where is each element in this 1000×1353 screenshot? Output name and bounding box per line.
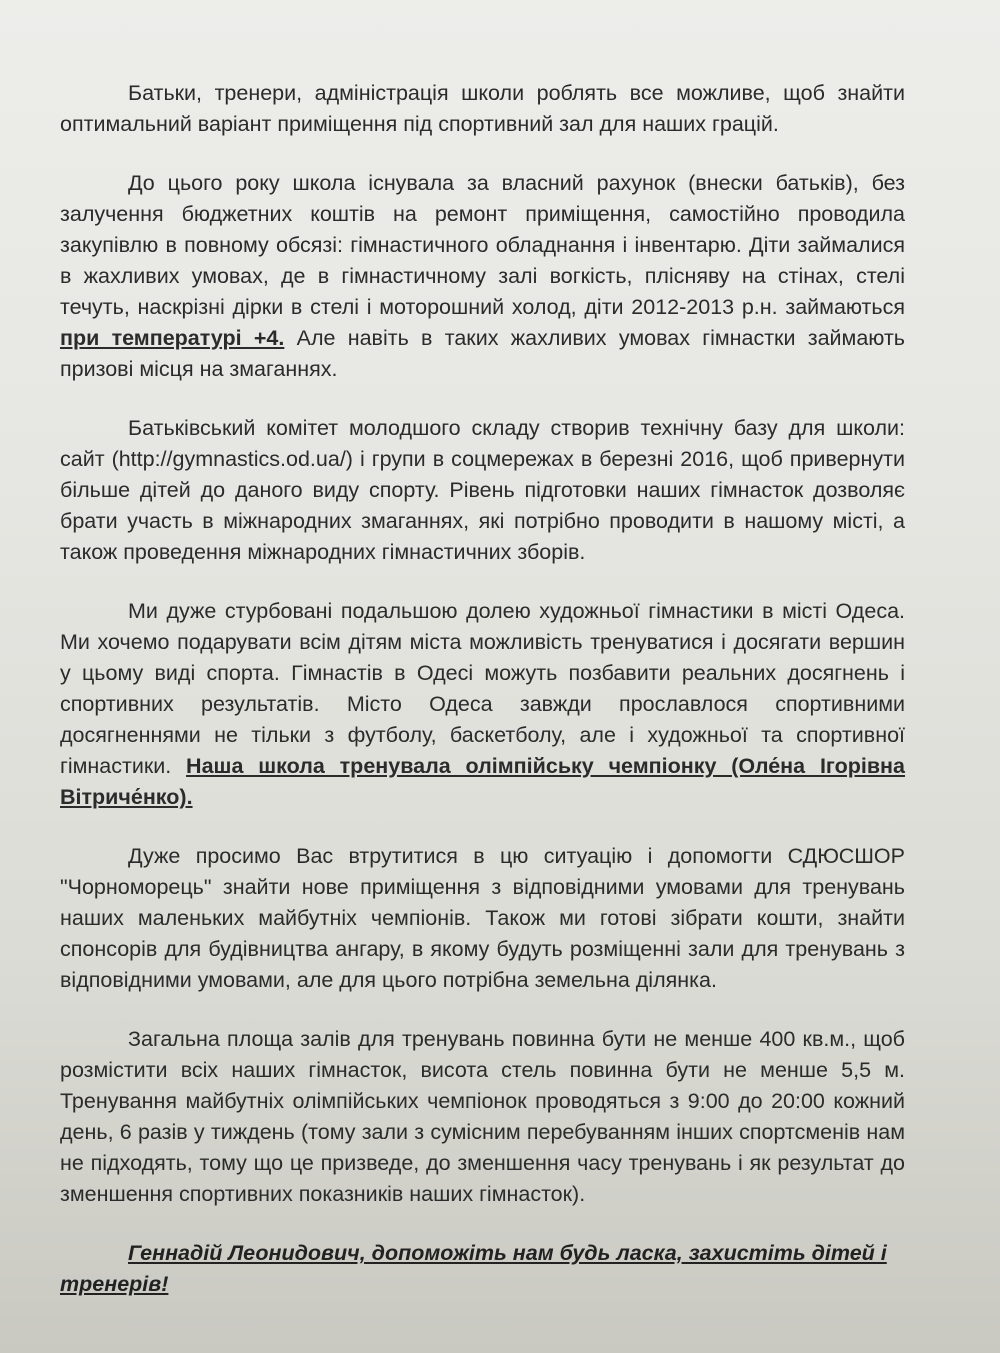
paragraph-2	[60, 168, 905, 385]
paragraph-2-text-b: Але навіть в таких жахливих умовах гімнастки займають призові місця на змаганнях.	[60, 326, 905, 381]
letter-body	[60, 78, 905, 1300]
closing-appeal: Геннадій Леонидович, допоможіть нам будь ласка, захистіть дітей і тренерів!	[60, 1241, 887, 1296]
paragraph-6: Загальна площа залів для тренувань повинна бути не менше 400 кв.м., щоб розмістити всіх наших гімнасток, висота стель повинна бути не менше 5,5 м. Тренування майбутніх олімпійських чемпіонок проводяться з 9:00 до 20:00 кожний день, 6 разів у тиждень (тому зали з сумісним перебуванням інших спортсменів нам не підходять, тому що це призведе, до зменшення часу тренувань і як результат до зменшення спортивних показників наших гімнасток).	[60, 1027, 905, 1206]
paragraph-1: Батьки, тренери, адміністрація школи роблять все можливе, щоб знайти оптимальний варіант приміщення під спортивний зал для наших грацій.	[60, 81, 905, 136]
paragraph-4	[60, 596, 905, 813]
paragraph-2-text-a: До цього року школа існувала за власний рахунок (внески батьків), без залучення бюджетних коштів на ремонт приміщення, самостійно проводила закупівлю в повному обсязі: гімнастичного обладнання і інвентарю. Діти займалися в жахливих умовах, де в гімнастичному залі вогкість, плісняву на стінах, стелі течуть, наскрізні дірки в стелі і моторошний холод, діти 2012-2013 р.н. займаються	[60, 171, 905, 319]
temperature-emphasis: при температурі +4.	[60, 326, 285, 350]
paragraph-5: Дуже просимо Вас втрутитися в цю ситуацію і допомогти СДЮСШОР "Чорноморець" знайти нове приміщення з відповідними умовами для тренувань наших маленьких майбутніх чемпіонів. Також ми готові зібрати кошти, знайти спонсорів для будівництва ангару, в якому будуть розміщенні зали для тренувань з відповідними умовами, але для цього потрібна земельна ділянка.	[60, 844, 905, 992]
paragraph-3: Батьківський комітет молодшого складу створив технічну базу для школи: сайт (http://gymnastics.od.ua/) і групи в соцмережах в березні 2016, щоб привернути більше дітей до даного виду спорту. Рівень підготовки наших гімнасток дозволяє брати участь в міжнародних змаганнях, які потрібно проводити в нашому місті, а також проведення міжнародних гімнастичних зборів.	[60, 416, 905, 564]
olympic-champion-emphasis: Наша школа тренувала олімпійську чемпіонку (Оле́на Ігорівна Вітриче́нко).	[60, 754, 905, 809]
paragraph-4-text: Ми дуже стурбовані подальшою долею художньої гімнастики в місті Одеса. Ми хочемо подарувати всім дітям міста можливість тренуватися і досягати вершин у цьому виді спорта. Гімнастів в Одесі можуть позбавити реальних досягнень і спортивних результатів. Місто Одеса завжди прославлося спортивними досягненнями не тільки з футболу, баскетболу, але і художньої та спортивної гімнастики.	[60, 599, 905, 778]
